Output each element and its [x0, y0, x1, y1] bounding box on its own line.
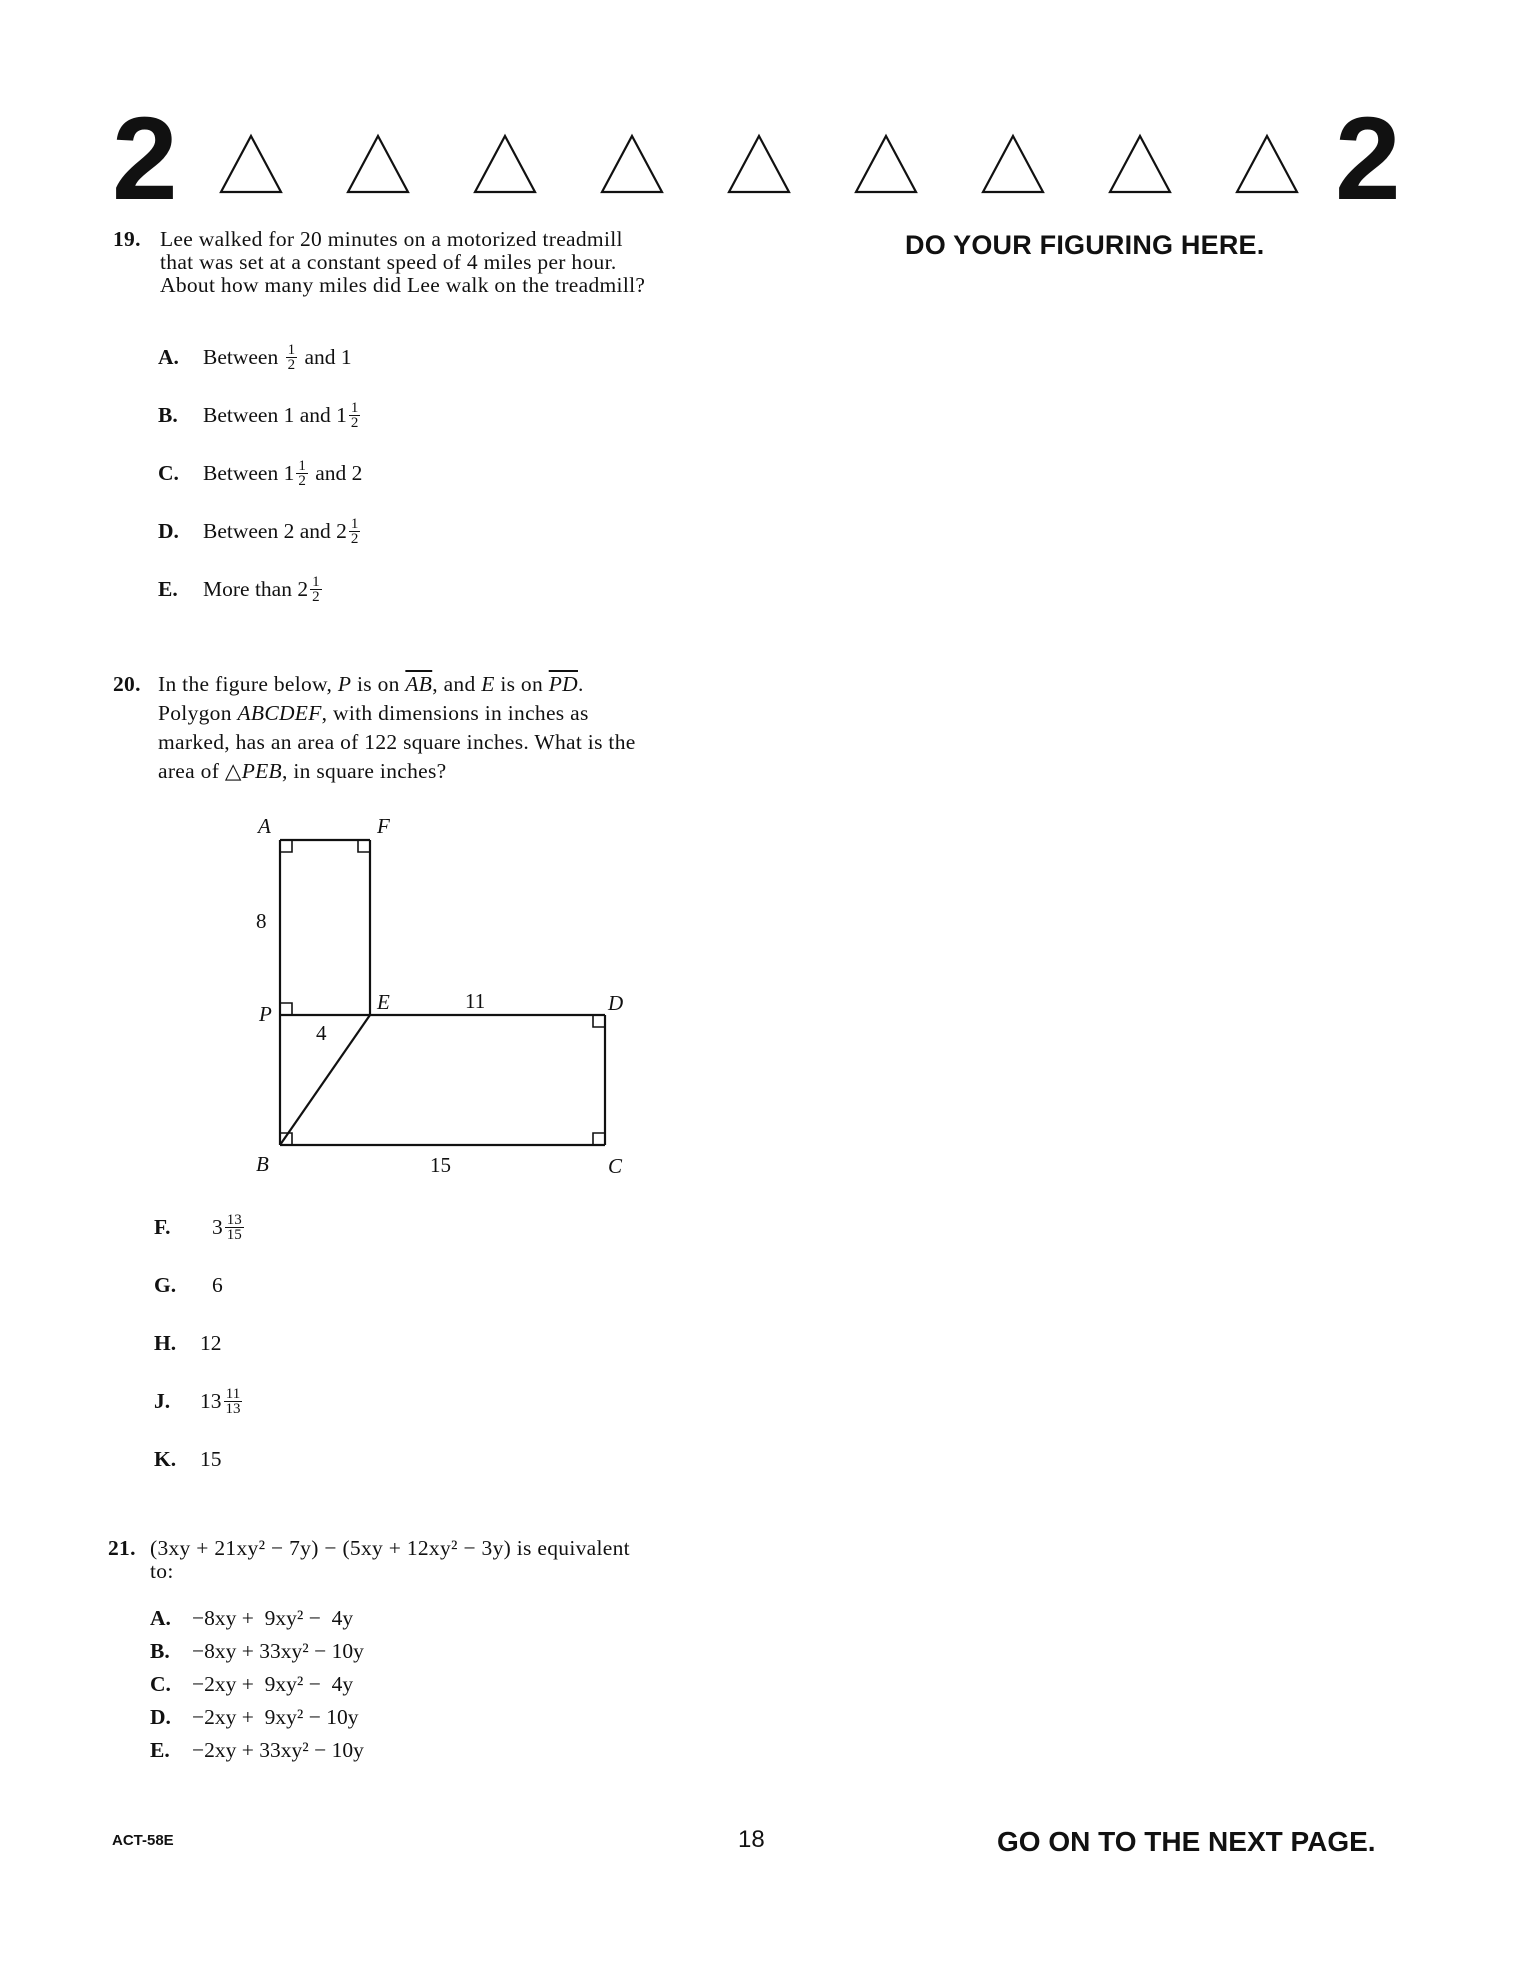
answer-option[interactable]	[150, 1733, 364, 1766]
option-text: Between 1	[203, 461, 295, 485]
question-19	[113, 228, 753, 297]
dimension-ed: 11	[465, 989, 486, 1013]
option-text: −2xy + 33xy² − 10y	[192, 1737, 364, 1762]
question-21	[108, 1537, 758, 1583]
answer-options-19	[158, 328, 362, 618]
vertex-label-f: F	[377, 814, 390, 838]
option-text: More than 2	[203, 577, 309, 601]
answer-option[interactable]	[154, 1430, 246, 1488]
question-stem-line: Polygon ABCDEF, with dimensions in inches as	[158, 701, 589, 725]
question-stem-line: (3xy + 21xy² − 7y) − (5xy + 12xy² − 3y) is equivalent	[150, 1536, 630, 1560]
fraction: $\frac{11}{13}$	[225, 1385, 241, 1417]
option-text: 15	[200, 1447, 222, 1471]
option-letter: K.	[154, 1447, 177, 1471]
question-number: 19.	[113, 227, 141, 251]
question-stem-line: In the figure below, P is on $\overline{AB}$, and E is on $\overline{PD}$.	[158, 672, 584, 696]
question-number: 20.	[113, 672, 141, 696]
triangle-icon	[599, 133, 665, 195]
vertex-label-p: P	[259, 1002, 272, 1026]
answer-option[interactable]	[158, 386, 362, 444]
option-text: 3	[212, 1215, 223, 1239]
fraction: $\frac{1}{2}$	[312, 573, 320, 605]
answer-option[interactable]	[158, 560, 362, 618]
option-text: Between 1 and 1	[203, 403, 347, 427]
form-code: ACT-58E	[112, 1832, 174, 1849]
triangle-icon	[726, 133, 792, 195]
answer-option[interactable]	[150, 1700, 364, 1733]
triangle-icon	[1234, 133, 1300, 195]
answer-option[interactable]	[154, 1256, 246, 1314]
dimension-ap: 8	[256, 909, 267, 933]
option-text: and 1	[299, 345, 352, 369]
fraction: $\frac{1}{2}$	[298, 457, 306, 489]
option-text: −8xy + 33xy² − 10y	[192, 1638, 364, 1663]
question-stem-line: that was set at a constant speed of 4 miles per hour.	[160, 250, 617, 274]
fraction: $\frac{1}{2}$	[350, 399, 359, 431]
option-text: 12	[200, 1331, 222, 1355]
option-letter: D.	[158, 519, 179, 543]
polygon-figure	[240, 810, 640, 1190]
answer-option[interactable]	[150, 1667, 364, 1700]
answer-option[interactable]	[150, 1634, 364, 1667]
triangle-icon	[980, 133, 1046, 195]
answer-option[interactable]	[150, 1601, 364, 1634]
answer-option[interactable]	[154, 1314, 246, 1372]
answer-option[interactable]	[158, 444, 362, 502]
figuring-label: DO YOUR FIGURING HERE.	[905, 230, 1265, 260]
option-letter: G.	[154, 1273, 177, 1297]
option-letter: E.	[150, 1737, 170, 1762]
question-number: 21.	[108, 1536, 136, 1560]
option-letter: F.	[154, 1215, 171, 1239]
option-text: −2xy + 9xy² − 10y	[192, 1704, 359, 1729]
vertex-label-c: C	[608, 1154, 623, 1178]
option-letter: C.	[158, 461, 179, 485]
option-letter: B.	[150, 1638, 170, 1663]
question-stem-line: to:	[150, 1559, 174, 1583]
dimension-pe: 4	[316, 1021, 327, 1045]
option-letter: D.	[150, 1704, 171, 1729]
dimension-bc: 15	[430, 1153, 451, 1177]
section-number-left: 2	[112, 93, 178, 225]
page-number: 18	[738, 1826, 765, 1853]
option-letter: A.	[158, 345, 179, 369]
fraction: $\frac{1}{2}$	[287, 341, 296, 373]
vertex-label-d: D	[608, 991, 624, 1015]
triangle-icon	[1107, 133, 1173, 195]
triangle-icon	[218, 133, 284, 195]
fraction: $\frac{1}{2}$	[350, 515, 359, 547]
answer-option[interactable]	[154, 1372, 246, 1430]
vertex-label-a: A	[258, 814, 271, 838]
answer-options-20	[154, 1198, 246, 1488]
question-stem-line: About how many miles did Lee walk on the treadmill?	[160, 273, 646, 297]
answer-option[interactable]	[158, 502, 362, 560]
option-letter: J.	[154, 1389, 171, 1413]
triangle-icon	[345, 133, 411, 195]
option-text: −2xy + 9xy² − 4y	[192, 1671, 354, 1696]
next-page-label: GO ON TO THE NEXT PAGE.	[997, 1826, 1376, 1857]
question-stem-line: Lee walked for 20 minutes on a motorized treadmill	[160, 227, 623, 251]
question-20	[113, 670, 753, 786]
option-letter: C.	[150, 1671, 171, 1696]
fraction: $\frac{13}{15}$	[226, 1211, 242, 1243]
answer-options-21	[150, 1601, 364, 1766]
option-text: 6	[212, 1273, 223, 1297]
answer-option[interactable]	[158, 328, 362, 386]
question-stem-line: area of △PEB, in square inches?	[158, 759, 447, 783]
vertex-label-e: E	[377, 990, 390, 1014]
triangle-icon	[853, 133, 919, 195]
option-text: Between	[203, 345, 284, 369]
triangle-icon	[472, 133, 538, 195]
vertex-label-b: B	[256, 1152, 269, 1176]
option-text: −8xy + 9xy² − 4y	[192, 1605, 354, 1630]
question-stem-line: marked, has an area of 122 square inches. What is the	[158, 730, 636, 754]
answer-option[interactable]	[154, 1198, 246, 1256]
option-text: Between 2 and 2	[203, 519, 347, 543]
option-text: 13	[200, 1389, 222, 1413]
option-letter: E.	[158, 577, 178, 601]
option-letter: H.	[154, 1331, 177, 1355]
option-text: and 2	[309, 461, 363, 485]
option-letter: B.	[158, 403, 178, 427]
option-letter: A.	[150, 1605, 171, 1630]
section-number-right: 2	[1335, 93, 1401, 225]
